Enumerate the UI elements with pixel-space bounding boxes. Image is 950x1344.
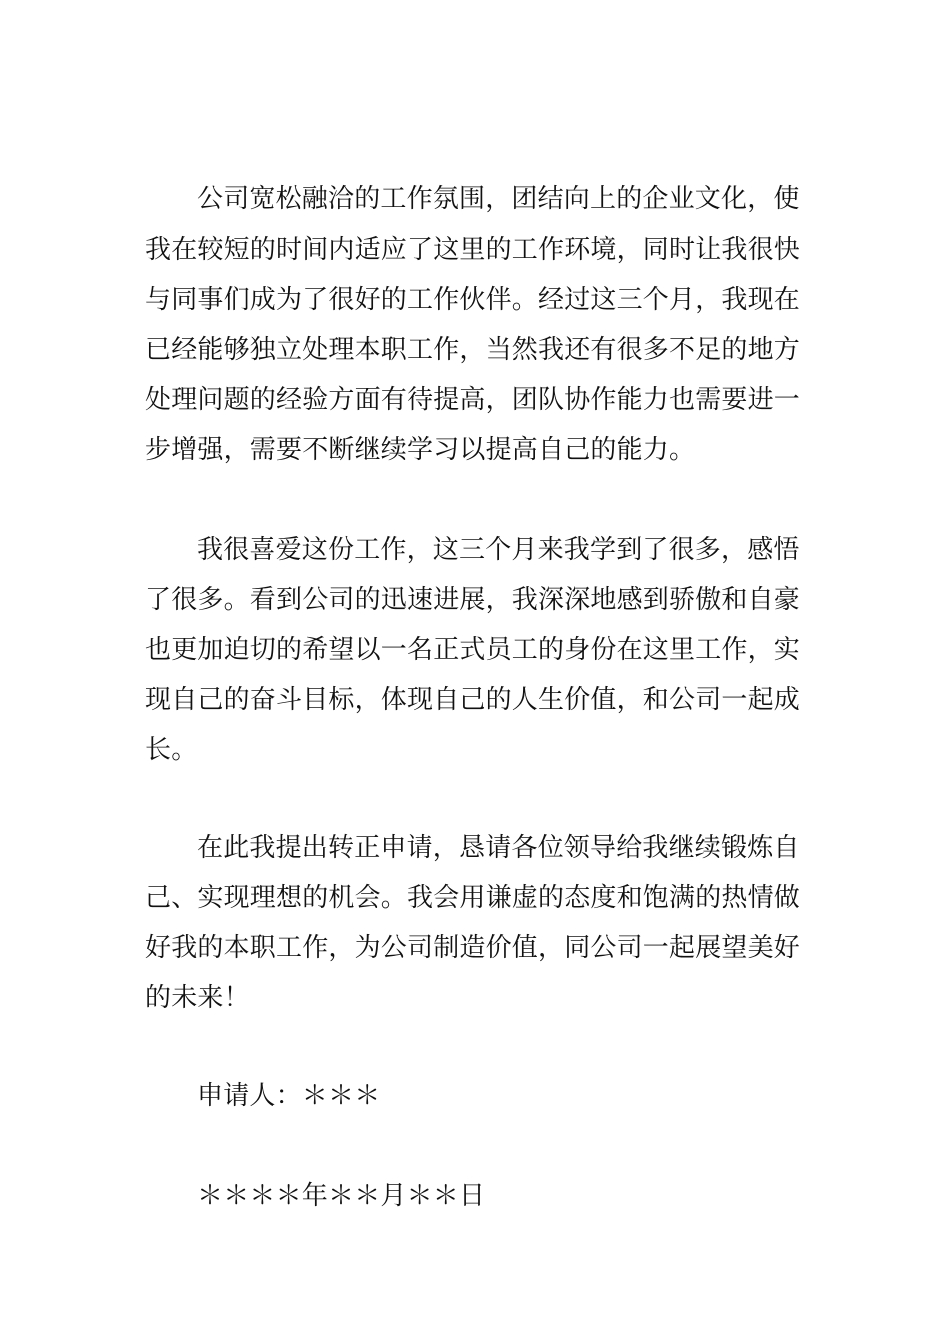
paragraph-3-line-1: 在此我提出转正申请，恳请各位领导给我继续锻炼自 <box>197 833 800 863</box>
paragraph-1-line-2: 我在较短的时间内适应了这里的工作环境，同时让我很快 <box>145 235 801 265</box>
paragraph-1-line-1: 公司宽松融洽的工作氛围，团结向上的企业文化，使 <box>197 184 800 214</box>
paragraph-2-line-2: 了很多。看到公司的迅速进展，我深深地感到骄傲和自豪 <box>145 585 801 615</box>
paragraph-3-line-3: 好我的本职工作，为公司制造价值，同公司一起展望美好 <box>145 933 801 963</box>
paragraph-1-line-4: 已经能够独立处理本职工作，当然我还有很多不足的地方 <box>145 335 801 365</box>
paragraph-2-line-3: 也更加迫切的希望以一名正式员工的身份在这里工作，实 <box>145 635 801 665</box>
paragraph-2-line-4: 现自己的奋斗目标，体现自己的人生价值，和公司一起成 <box>145 685 801 715</box>
paragraph-2-line-5: 长。 <box>145 735 198 765</box>
applicant-line: 申请人：＊＊＊ <box>197 1081 381 1111</box>
paragraph-1-line-3: 与同事们成为了很好的工作伙伴。经过这三个月，我现在 <box>145 285 801 315</box>
paragraph-3-line-2: 己、实现理想的机会。我会用谦虚的态度和饱满的热情做 <box>145 883 801 913</box>
paragraph-1-line-5: 处理问题的经验方面有待提高，团队协作能力也需要进一 <box>145 385 801 415</box>
date-line: ＊＊＊＊年＊＊月＊＊日 <box>197 1181 486 1211</box>
paragraph-1-line-6: 步增强，需要不断继续学习以提高自己的能力。 <box>145 435 696 465</box>
paragraph-3-line-4: 的未来！ <box>145 983 250 1013</box>
paragraph-2-line-1: 我很喜爱这份工作，这三个月来我学到了很多，感悟 <box>197 535 800 565</box>
